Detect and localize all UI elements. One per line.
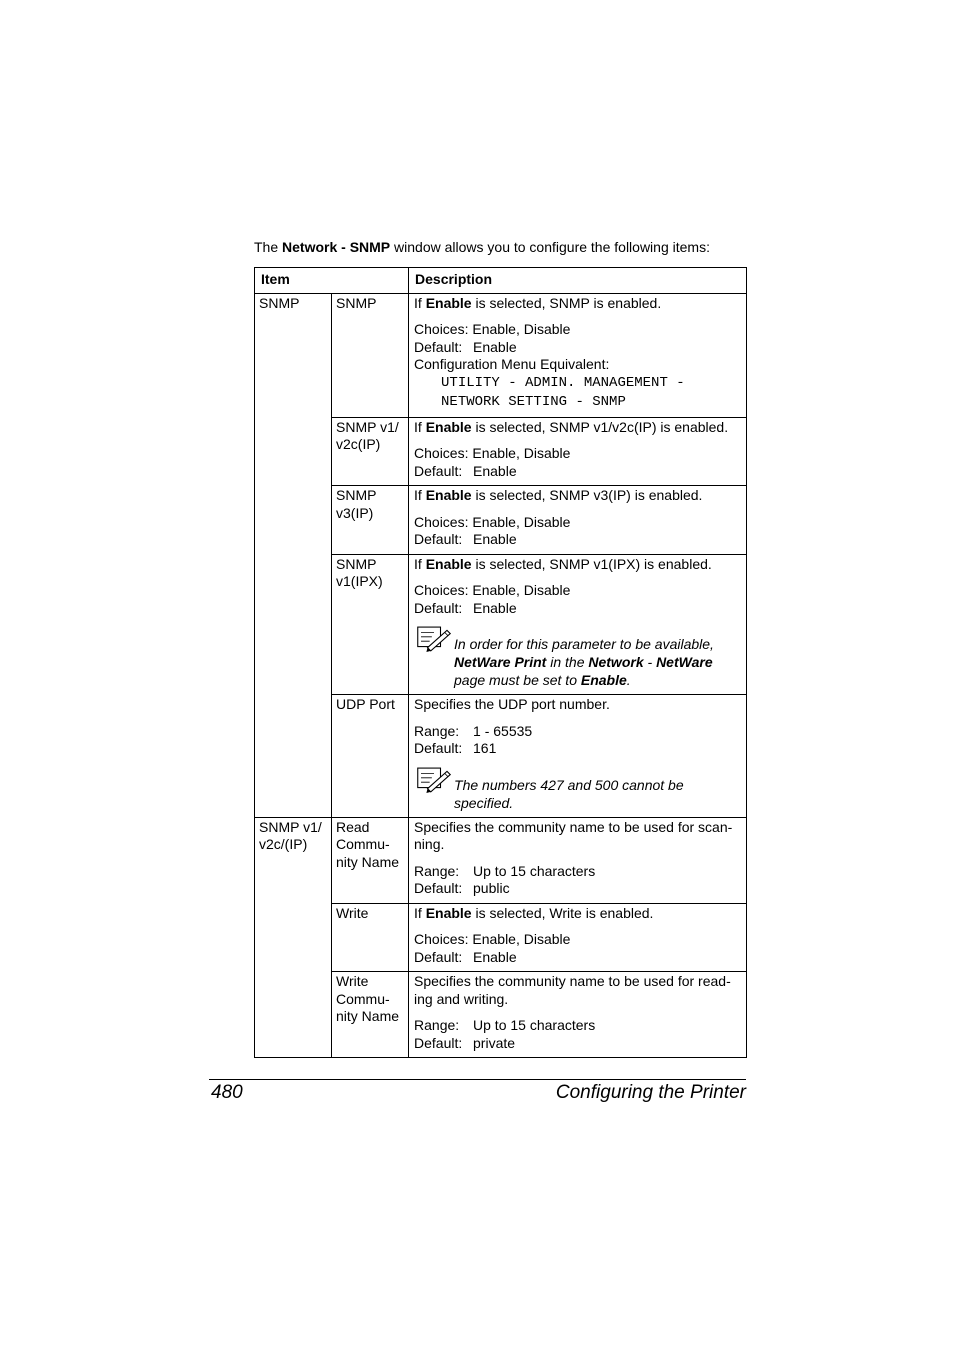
table-row xyxy=(255,817,747,903)
item-name: Read Commu- nity Name xyxy=(332,817,409,903)
page-number: 480 xyxy=(211,1082,243,1103)
header-description: Description xyxy=(409,268,747,294)
header-item: Item xyxy=(255,268,409,294)
note-box xyxy=(414,767,741,812)
description-line: If Enable is selected, Write is enabled. xyxy=(414,904,654,921)
item-name: UDP Port xyxy=(332,695,409,818)
description-line: If Enable is selected, SNMP is enabled. xyxy=(414,294,662,311)
description-line: If Enable is selected, SNMP v3(IP) is enabled. xyxy=(414,487,703,503)
description-cell xyxy=(409,695,747,818)
item-name: SNMP v1/ v2c(IP) xyxy=(332,417,409,486)
description-line: Specifies the community name to be used for read- ing and writing. xyxy=(414,973,731,1007)
chapter-title: Configuring the Printer xyxy=(555,1082,746,1103)
default-line: Default: 161 xyxy=(414,740,497,756)
group-label: SNMP xyxy=(255,293,332,817)
item-name: SNMP v1(IPX) xyxy=(332,554,409,695)
range-line: Range: Up to 15 characters xyxy=(414,1017,596,1033)
choices-line: Choices: Enable, Disable xyxy=(414,321,571,337)
table-row xyxy=(255,293,747,417)
description-line: Specifies the community name to be used for scan- ning. xyxy=(414,818,733,852)
description-cell xyxy=(409,486,747,555)
item-name: Write Commu- nity Name xyxy=(332,972,409,1058)
intro-text-end: window allows you to configure the following items: xyxy=(390,239,710,255)
note-pencil-icon xyxy=(414,626,454,652)
default-line: Default: public xyxy=(414,880,510,896)
default-line: Default: Enable xyxy=(414,531,517,547)
note-box xyxy=(414,626,741,689)
description-cell xyxy=(409,972,747,1058)
intro-window-name: Network - SNMP xyxy=(282,239,391,255)
choices-line: Choices: Enable, Disable xyxy=(414,931,571,947)
description-cell xyxy=(409,817,747,903)
default-line: Default: private xyxy=(414,1034,516,1051)
item-name: SNMP xyxy=(332,293,409,417)
choices-line: Choices: Enable, Disable xyxy=(414,582,571,598)
range-line: Range: 1 - 65535 xyxy=(414,722,533,739)
description-cell xyxy=(409,417,747,486)
default-line: Default: Enable xyxy=(414,948,517,965)
description-cell xyxy=(409,293,747,417)
item-name: Write xyxy=(332,903,409,972)
description-cell xyxy=(409,903,747,972)
group-label: SNMP v1/ v2c/(IP) xyxy=(255,817,332,1058)
footer-divider xyxy=(209,1079,746,1080)
snmp-settings-table xyxy=(254,267,747,1058)
intro-paragraph xyxy=(254,238,710,256)
note-text: In order for this parameter to be available, NetWare Print in the Network - NetWare page must be set to Enable. xyxy=(454,636,714,688)
menu-path: UTILITY - ADMIN. MANAGEMENT - NETWORK SETTING - SNMP xyxy=(441,374,685,410)
choices-line: Choices: Enable, Disable xyxy=(414,513,571,530)
note-pencil-icon xyxy=(414,767,454,793)
menu-equivalent-label: Configuration Menu Equivalent: xyxy=(414,356,610,372)
note-text: The numbers 427 and 500 cannot be specified. xyxy=(454,776,684,811)
choices-line: Choices: Enable, Disable xyxy=(414,445,571,461)
default-line: Default: Enable xyxy=(414,599,517,616)
description-line: If Enable is selected, SNMP v1/v2c(IP) is enabled. xyxy=(414,418,729,435)
description-line: If Enable is selected, SNMP v1(IPX) is enabled. xyxy=(414,555,712,572)
default-line: Default: Enable xyxy=(414,338,517,355)
item-name: SNMP v3(IP) xyxy=(332,486,409,555)
intro-text: The xyxy=(254,239,283,255)
description-cell xyxy=(409,554,747,695)
range-line: Range: Up to 15 characters xyxy=(414,862,596,879)
table-header-row xyxy=(255,268,747,294)
default-line: Default: Enable xyxy=(414,462,517,479)
description-line: Specifies the UDP port number. xyxy=(414,696,610,712)
